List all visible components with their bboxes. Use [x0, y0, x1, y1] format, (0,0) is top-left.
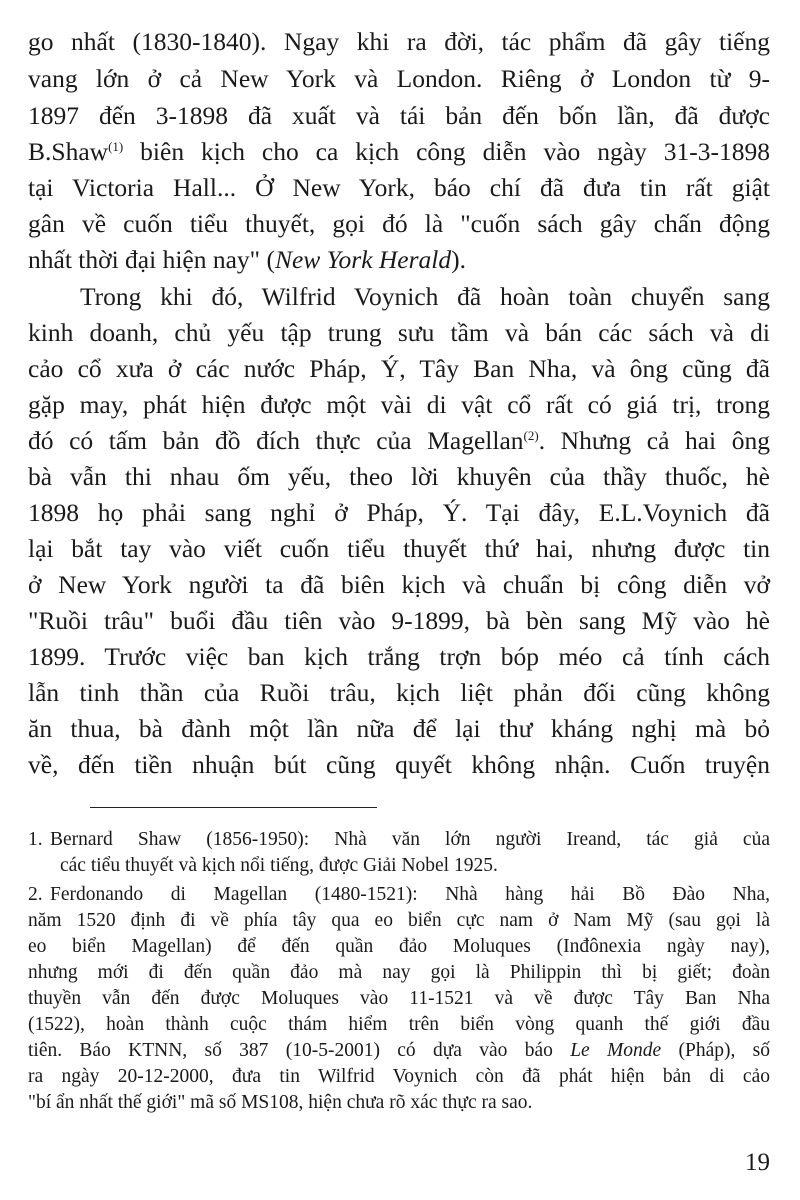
page-number: 19 [745, 1149, 770, 1176]
italic-title: New York Herald [274, 245, 452, 274]
body-line: về, đến tiền nhuận bút cũng quyết không nhận. Cuốn truyện [28, 750, 770, 779]
body-line: gặp may, phát hiện được một vài di vật cổ rất có giá trị, trong [28, 390, 770, 419]
footnote-line: ra ngày 20-12-2000, đưa tin Wilfrid Voynich còn đã phát hiện bản di cảo [28, 1066, 770, 1087]
body-line: ăn thua, bà đành một lần nữa để lại thư kháng nghị mà bỏ [28, 714, 770, 743]
footnote-separator [90, 807, 377, 808]
body-line: lại bắt tay vào viết cuốn tiểu thuyết thứ hai, nhưng được tin [28, 534, 770, 563]
footnote-line: (1522), hoàn thành cuộc thám hiểm trên biển vòng quanh thế giới đầu [28, 1014, 770, 1035]
body-line: go nhất (1830-1840). Ngay khi ra đời, tác phẩm đã gây tiếng [28, 27, 770, 56]
body-line: lẫn tinh thần của Ruồi trâu, kịch liệt phản đối cũng không [28, 678, 770, 707]
body-line: bà vẫn thi nhau ốm yếu, theo lời khuyên của thầy thuốc, hè [28, 462, 770, 491]
body-line: tại Victoria Hall... Ở New York, báo chí đã đưa tin rất giật [28, 173, 770, 202]
footnote-line: eo biển Magellan) để đến quần đảo Moluques (Inđônexia ngày nay), [28, 936, 770, 957]
footnote-ref: (1) [108, 139, 124, 154]
body-line: "Ruồi trâu" buổi đầu tiên vào 9-1899, bà bèn sang Mỹ vào hè [28, 606, 770, 635]
body-line: đó có tấm bản đồ đích thực của Magellan$^{(2)}$. Nhưng cả hai ông [28, 426, 770, 455]
italic-title: Le Monde [570, 1040, 662, 1061]
body-line: nhất thời đại hiện nay" (New York Herald). [28, 245, 467, 274]
body-line: 1897 đến 3-1898 đã xuất và tái bản đến bốn lần, đã được [28, 101, 770, 130]
footnote-line: nhưng mới đi đến quần đảo mà nay gọi là Philippin thì bị giết; đoàn [28, 962, 770, 983]
body-line: gân về cuốn tiểu thuyết, gọi đó là "cuốn sách gây chấn động [28, 209, 770, 238]
body-line: ở New York người ta đã biên kịch và chuẩn bị công diễn vở [28, 570, 770, 599]
body-line: B.Shaw$^{(1)}$ biên kịch cho ca kịch công diễn vào ngày 31-3-1898 [28, 137, 770, 166]
footnote-1: 1. Bernard Shaw (1856-1950): Nhà văn lớn người Ireand, tác giả của [28, 827, 770, 853]
body-line: kinh doanh, chủ yếu tập trung sưu tầm và bán các sách và di [28, 318, 770, 347]
body-line: vang lớn ở cả New York và London. Riêng ở London từ 9- [28, 64, 770, 93]
footnote-line: tiên. Báo KTNN, số 387 (10-5-2001) có dựa vào báo Le Monde (Pháp), số [28, 1040, 771, 1061]
footnote-2: 2. Ferdonando di Magellan (1480-1521): Nhà hàng hải Bồ Đào Nha, [28, 882, 770, 908]
footnote-line: năm 1520 định đi về phía tây qua eo biển cực nam ở Nam Mỹ (sau gọi là [28, 910, 770, 931]
body-line: 1898 họ phải sang nghỉ ở Pháp, Ý. Tại đây, E.L.Voynich đã [28, 498, 770, 527]
footnote-marker: 2. [28, 884, 43, 905]
body-line: 1899. Trước việc ban kịch trắng trợn bóp méo cả tính cách [28, 642, 770, 671]
footnote-line: "bí ẩn nhất thế giới" mã số MS108, hiện chưa rõ xác thực ra sao. [28, 1092, 533, 1113]
footnote-line: các tiểu thuyết và kịch nổi tiếng, được Giải Nobel 1925. [60, 855, 498, 876]
paragraph-start: Trong khi đó, Wilfrid Voynich đã hoàn toàn chuyển sang [80, 282, 770, 311]
footnote-line: thuyền vẫn đến được Moluques vào 11-1521 và về được Tây Ban Nha [28, 988, 770, 1009]
footnote-marker: 1. [28, 829, 43, 850]
footnote-ref: (2) [523, 428, 539, 443]
body-line: cảo cổ xưa ở các nước Pháp, Ý, Tây Ban Nha, và ông cũng đã [28, 354, 770, 383]
